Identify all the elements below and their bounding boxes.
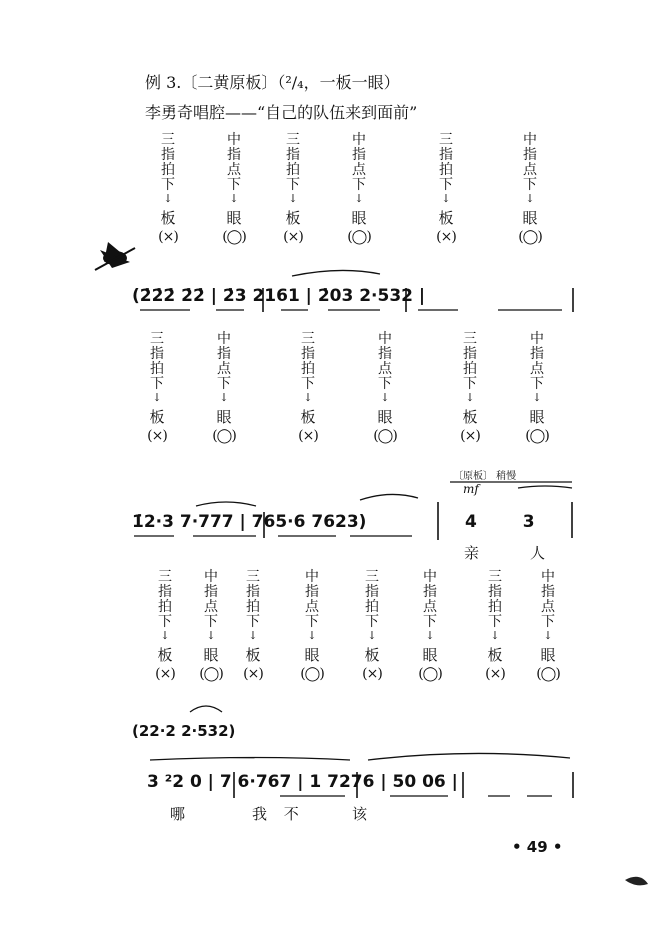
beat-annotation-ban: 三 指 拍 下 ↓ 板 (×) (434, 133, 458, 245)
down-arrow-icon: ↓ (152, 391, 162, 404)
notation-line-2: 1̇2·3 7·777 | 765·6 7623) (132, 512, 367, 532)
down-arrow-icon: ↓ (543, 629, 553, 642)
notation-line-3b: 3 ²2 0 | 7 6·767 | 1 7276 | 50 06 | (147, 772, 458, 792)
beat-annotation-ban: 三 指 拍 下 ↓ 板 (×) (360, 570, 384, 682)
beat-annotation-ban: 三 指 拍 下 ↓ 板 (×) (483, 570, 507, 682)
beat-annotation-yan: 中 指 点 下 ↓ 眼 (◯) (347, 132, 371, 245)
beat-annotation-ban: 三 指 拍 下 ↓ 板 (×) (458, 332, 482, 444)
beat-annotation-ban: 三 指 拍 下 ↓ 板 (×) (241, 570, 265, 682)
down-arrow-icon: ↓ (219, 391, 229, 404)
tempo-marking: 〔原板〕 稍慢 (453, 471, 517, 482)
down-arrow-icon: ↓ (465, 391, 475, 404)
beat-annotation-ban: 三 指 拍 下 ↓ 板 (×) (145, 332, 169, 444)
beat-annotation-yan: 中 指 点 下 ↓ 眼 (◯) (536, 569, 560, 682)
notation-line-2-vocal: 4 3 (465, 512, 535, 532)
down-arrow-icon: ↓ (288, 192, 298, 205)
example-heading: 例 3.〔二黄原板〕（²/₄，一板一眼） (145, 73, 400, 92)
beat-annotation-yan: 中 指 点 下 ↓ 眼 (◯) (199, 569, 223, 682)
down-arrow-icon: ↓ (307, 629, 317, 642)
notation-line-3a: (22·2 2·532) (132, 722, 236, 740)
beat-annotation-yan: 中 指 点 下 ↓ 眼 (◯) (418, 569, 442, 682)
down-arrow-icon: ↓ (160, 629, 170, 642)
beat-annotation-yan: 中 指 点 下 ↓ 眼 (◯) (373, 331, 397, 444)
down-arrow-icon: ↓ (229, 192, 239, 205)
lyric: 亲 (464, 544, 480, 562)
beat-annotation-ban: 三 指 拍 下 ↓ 板 (×) (153, 570, 177, 682)
beat-annotation-yan: 中 指 点 下 ↓ 眼 (◯) (222, 132, 246, 245)
lyric: 人 (530, 544, 546, 562)
down-arrow-icon: ↓ (367, 629, 377, 642)
beat-annotation-ban: 三 指 拍 下 ↓ 板 (×) (281, 133, 305, 245)
down-arrow-icon: ↓ (490, 629, 500, 642)
beat-annotation-yan: 中 指 点 下 ↓ 眼 (◯) (300, 569, 324, 682)
beat-annotation-ban: 三 指 拍 下 ↓ 板 (×) (296, 332, 320, 444)
down-arrow-icon: ↓ (425, 629, 435, 642)
down-arrow-icon: ↓ (532, 391, 542, 404)
down-arrow-icon: ↓ (303, 391, 313, 404)
lyric: 哪 (170, 805, 186, 823)
beat-annotation-yan: 中 指 点 下 ↓ 眼 (◯) (518, 132, 542, 245)
down-arrow-icon: ↓ (354, 192, 364, 205)
page-number: • 49 • (512, 838, 563, 856)
notation-line-1: (2̇2̇2̇ 2̇2̇ | 2̇3 2161 | 2̇03 2·532 | (132, 286, 426, 306)
dynamic-marking: mf (463, 482, 479, 496)
lyric: 我 不 (252, 805, 299, 823)
down-arrow-icon: ↓ (525, 192, 535, 205)
down-arrow-icon: ↓ (441, 192, 451, 205)
aria-subtitle: 李勇奇唱腔——“自己的队伍来到面前” (145, 103, 418, 122)
beat-annotation-yan: 中 指 点 下 ↓ 眼 (◯) (525, 331, 549, 444)
beat-annotation-ban: 三 指 拍 下 ↓ 板 (×) (156, 133, 180, 245)
down-arrow-icon: ↓ (163, 192, 173, 205)
lyric: 该 (352, 805, 368, 823)
down-arrow-icon: ↓ (248, 629, 258, 642)
down-arrow-icon: ↓ (380, 391, 390, 404)
beat-annotation-yan: 中 指 点 下 ↓ 眼 (◯) (212, 331, 236, 444)
down-arrow-icon: ↓ (206, 629, 216, 642)
